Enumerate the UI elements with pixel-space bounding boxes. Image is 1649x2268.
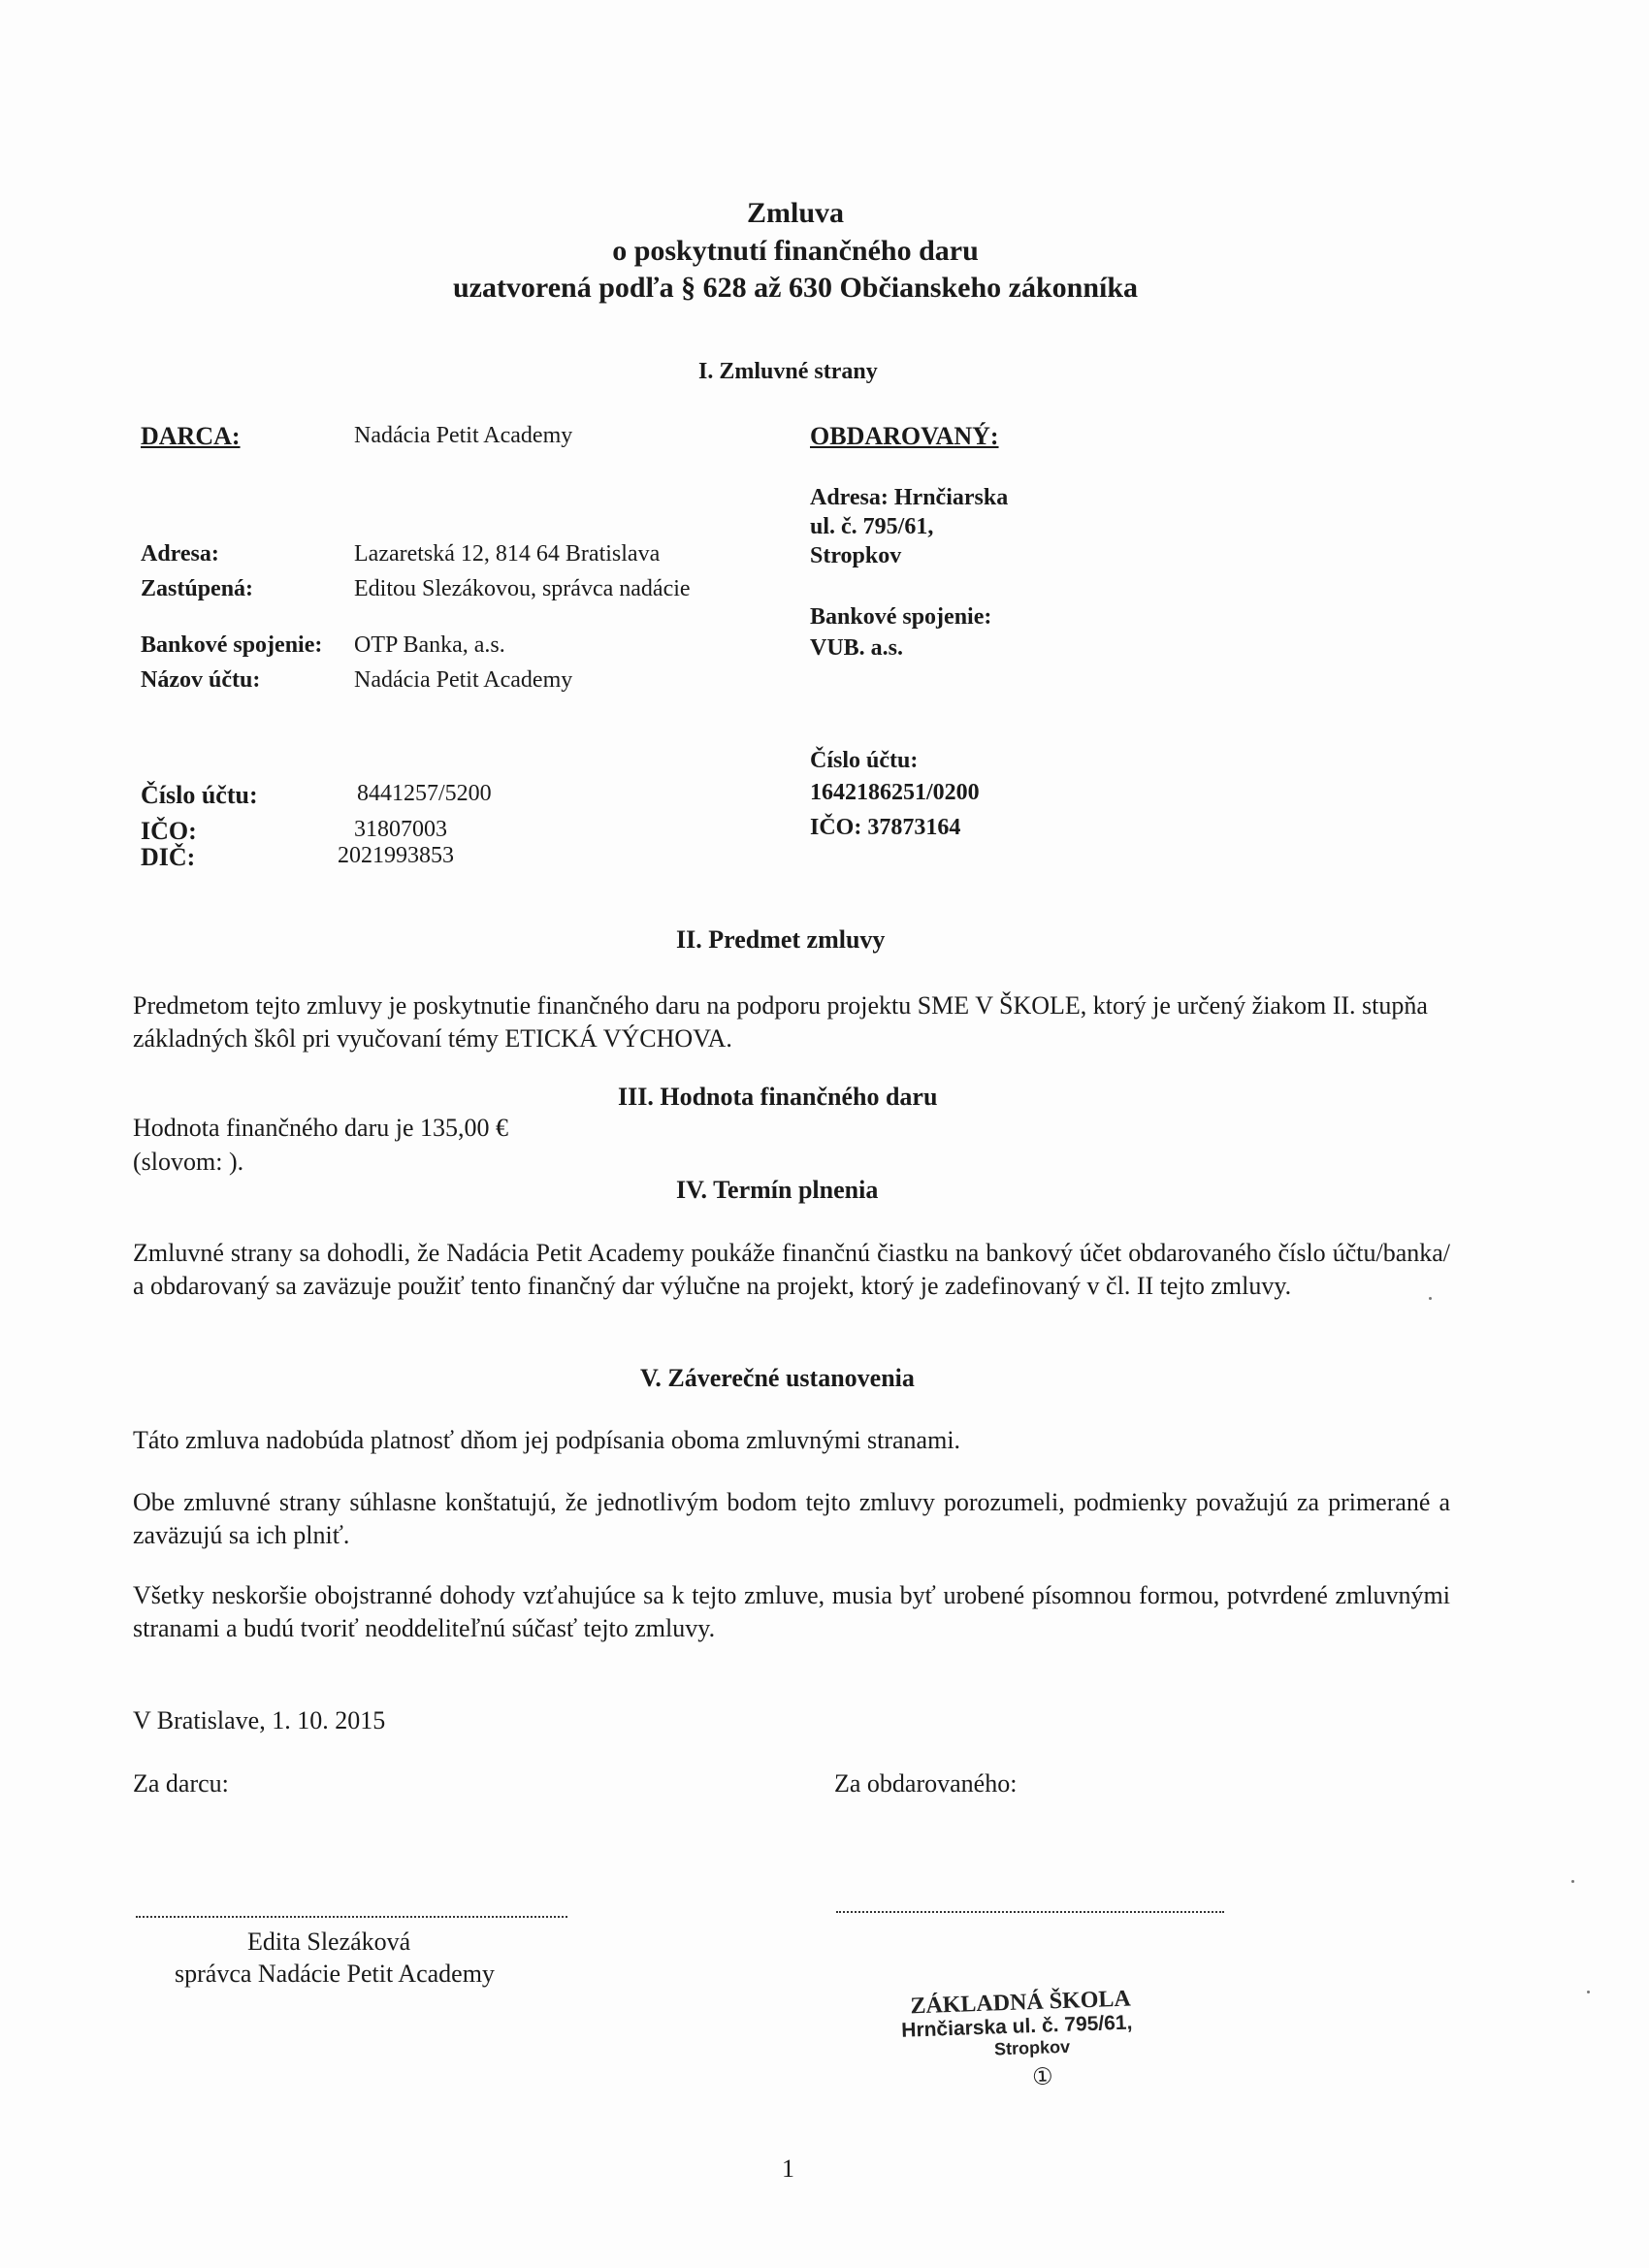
donor-signature-label: Za darcu: (133, 1769, 229, 1798)
donor-dic-value: 2021993853 (338, 843, 454, 868)
section-4-text: Zmluvné strany sa dohodli, že Nadácia Petit Academy poukáže finančnú čiastku na bankový účet obdarovaného číslo účtu/banka/ a obdarovaný sa zaväzuje použiť tento finančný dar výlučne na projekt, ktorý je zadefinovaný v čl. II tejto zmluvy. (133, 1239, 1450, 1300)
section-2-text: Predmetom tejto zmluvy je poskytnutie finančného daru na podporu projektu SME V ŠKOLE, ktorý je určený žiakom II. stupňa základných škôl pri vyučovaní témy ETICKÁ VÝCHOVA. (133, 991, 1428, 1053)
donor-account-number-value: 8441257/5200 (357, 781, 492, 806)
donor-represented-label: Zastúpená: (141, 576, 254, 601)
stamp-line-1: ZÁKLADNÁ ŠKOLA (910, 1986, 1132, 2020)
recipient-address-line-1: Adresa: Hrnčiarska (810, 485, 1009, 510)
gift-value-line: Hodnota finančného daru je 135,00 € (133, 1114, 509, 1142)
donor-address-value: Lazaretská 12, 814 64 Bratislava (354, 541, 661, 567)
donor-name: Nadácia Petit Academy (354, 423, 573, 448)
donor-account-number-label: Číslo účtu: (141, 781, 258, 809)
recipient-signature-label: Za obdarovaného: (834, 1769, 1018, 1798)
donor-dic-label: DIČ: (141, 843, 196, 871)
stamp-line-4: ① (1031, 2063, 1054, 2091)
title-line-3: uzatvorená podľa § 628 až 630 Občianskeho zákonníka (452, 272, 1139, 304)
stamp-line-2: Hrnčiarska ul. č. 795/61, (900, 2011, 1133, 2042)
donor-represented-value: Editou Slezákovou, správca nadácie (354, 576, 691, 601)
scan-speck (1571, 1880, 1574, 1883)
scan-speck (1587, 1991, 1590, 1993)
page-number: 1 (782, 2155, 794, 2183)
recipient-account-number-value: 1642186251/0200 (810, 780, 980, 805)
title-line-2: o poskytnutí finančného daru (612, 235, 979, 267)
recipient-signature-line (836, 1911, 1224, 1913)
school-stamp (895, 1983, 1229, 2111)
donor-signatory-name: Edita Slezáková (247, 1928, 411, 1956)
donor-heading: DARCA: (141, 422, 241, 450)
section-5-paragraph-3: Všetky neskoršie obojstranné dohody vzťahujúce sa k tejto zmluve, musia byť urobené písomnou formou, potvrdené zmluvnými stranami a budú tvoriť neoddeliteľnú súčasť tejto zmluvy. (133, 1581, 1450, 1642)
donor-account-name-label: Názov účtu: (141, 667, 261, 693)
recipient-account-number-label: Číslo účtu: (810, 748, 919, 773)
donor-ico-label: IČO: (141, 817, 197, 845)
donor-bank-label: Bankové spojenie: (141, 632, 323, 658)
donor-signature-line (136, 1916, 567, 1918)
section-3-heading: III. Hodnota finančného daru (618, 1083, 938, 1111)
scan-speck (1429, 1297, 1432, 1300)
recipient-heading: OBDAROVANÝ: (810, 422, 999, 450)
section-5-heading: V. Záverečné ustanovenia (640, 1364, 915, 1392)
recipient-ico: IČO: 37873164 (810, 815, 961, 840)
donor-account-name-value: Nadácia Petit Academy (354, 667, 573, 693)
donor-address-label: Adresa: (141, 541, 219, 567)
recipient-bank-value: VUB. a.s. (810, 635, 904, 661)
recipient-bank-label: Bankové spojenie: (810, 604, 992, 630)
stamp-line-3: Stropkov (993, 2036, 1071, 2059)
recipient-address-line-2: ul. č. 795/61, (810, 514, 934, 539)
place-date: V Bratislave, 1. 10. 2015 (133, 1706, 386, 1734)
title-line-1: Zmluva (746, 197, 845, 229)
section-5-paragraph-2: Obe zmluvné strany súhlasne konštatujú, že jednotlivým bodom tejto zmluvy porozumeli, podmienky považujú za primerané a zaväzujú sa ich plniť. (133, 1488, 1450, 1549)
donor-signatory-role: správca Nadácie Petit Academy (175, 1960, 495, 1988)
recipient-address-line-3: Stropkov (810, 543, 902, 568)
section-2-heading: II. Predmet zmluvy (676, 925, 886, 954)
section-5-paragraph-1: Táto zmluva nadobúda platnosť dňom jej podpísania oboma zmluvnými stranami. (133, 1426, 961, 1454)
donor-ico-value: 31807003 (354, 817, 447, 842)
section-1-heading: I. Zmluvné strany (698, 359, 878, 384)
gift-value-words: (slovom: ). (133, 1148, 244, 1176)
donor-bank-value: OTP Banka, a.s. (354, 632, 505, 658)
section-4-heading: IV. Termín plnenia (676, 1176, 879, 1204)
